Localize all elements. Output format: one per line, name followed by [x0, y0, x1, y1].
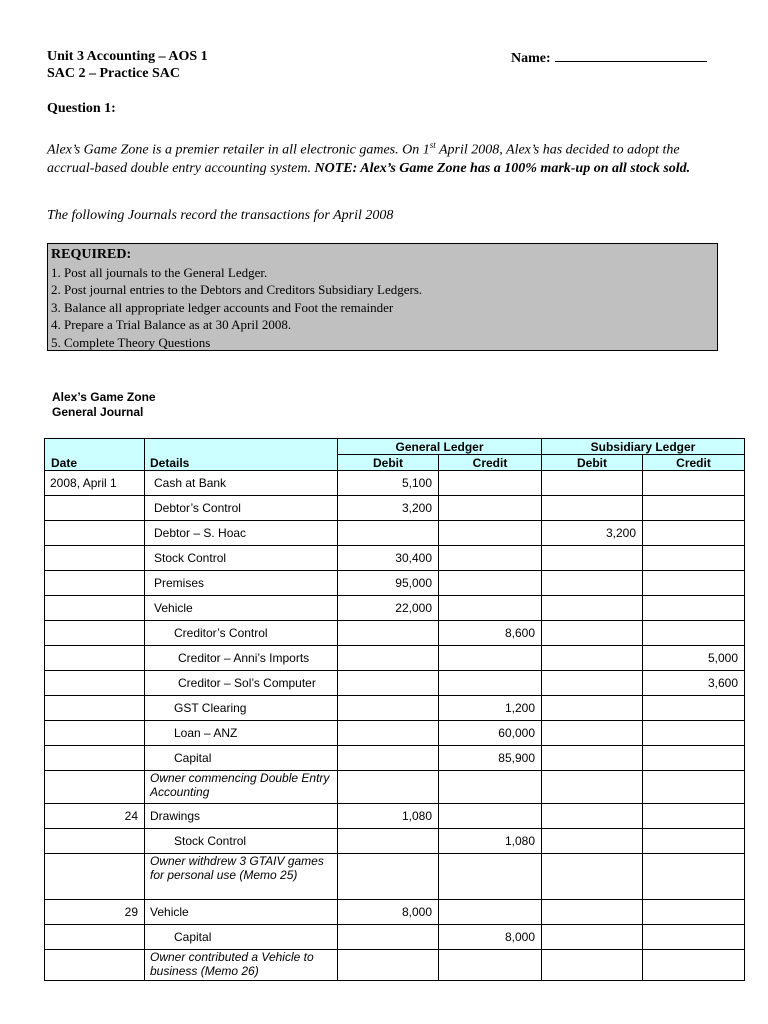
gl-credit-cell: 1,200	[439, 696, 542, 721]
table-row	[45, 496, 745, 521]
table-row	[45, 471, 745, 496]
intro-note: NOTE: Alex’s Game Zone has a 100% mark-up on all stock sold.	[314, 160, 691, 176]
gl-debit-cell	[338, 646, 439, 671]
details-cell: Cash at Bank	[145, 471, 338, 496]
table-row	[45, 596, 745, 621]
table-row	[45, 746, 745, 771]
date-cell	[45, 646, 145, 671]
sl-debit-cell	[542, 721, 643, 746]
sl-debit-cell	[542, 496, 643, 521]
sl-credit-cell	[643, 950, 745, 981]
document-header	[47, 48, 208, 82]
gl-credit-cell	[439, 854, 542, 900]
following-text: The following Journals record the transactions for April 2008	[47, 208, 394, 223]
gl-credit-cell	[439, 596, 542, 621]
gl-credit-cell	[439, 496, 542, 521]
table-row	[45, 829, 745, 854]
date-cell: 24	[45, 804, 145, 829]
date-cell	[45, 746, 145, 771]
sl-debit-cell	[542, 571, 643, 596]
narration-cell: Owner withdrew 3 GTAIV games for personal use (Memo 25)	[145, 854, 338, 900]
gl-debit-cell: 1,080	[338, 804, 439, 829]
date-cell	[45, 521, 145, 546]
gl-debit-cell	[338, 950, 439, 981]
sl-debit-cell	[542, 596, 643, 621]
details-cell: Vehicle	[145, 596, 338, 621]
sl-debit-cell	[542, 671, 643, 696]
gl-credit-cell: 60,000	[439, 721, 542, 746]
gl-debit-cell: 3,200	[338, 496, 439, 521]
gl-debit-cell: 22,000	[338, 596, 439, 621]
sl-credit-cell	[643, 721, 745, 746]
required-item: 3. Balance all appropriate ledger accounts and Foot the remainder	[51, 299, 394, 315]
gl-credit-cell: 8,600	[439, 621, 542, 646]
sl-debit-cell	[542, 771, 643, 804]
date-cell	[45, 829, 145, 854]
gl-credit-cell	[439, 671, 542, 696]
required-item: 1. Post all journals to the General Ledger.	[51, 264, 268, 280]
sl-credit-cell: 5,000	[643, 646, 745, 671]
subsidiary-ledger-header: Subsidiary Ledger	[542, 439, 745, 455]
date-cell	[45, 621, 145, 646]
details-cell: Creditor – Sol’s Computer	[145, 671, 338, 696]
journal-title: General Journal	[52, 405, 144, 419]
sl-debit-cell	[542, 546, 643, 571]
gl-debit-cell	[338, 671, 439, 696]
intro-paragraph	[47, 136, 727, 178]
date-cell	[45, 721, 145, 746]
sl-credit-cell	[643, 925, 745, 950]
gl-credit-cell: 1,080	[439, 829, 542, 854]
sl-debit-cell	[542, 621, 643, 646]
required-item: 5. Complete Theory Questions	[51, 334, 211, 350]
narration-cell: Owner commencing Double Entry Accounting	[145, 771, 338, 804]
gl-debit-cell	[338, 521, 439, 546]
gl-credit-cell	[439, 471, 542, 496]
journal-heading	[52, 390, 156, 420]
sl-credit-header: Credit	[643, 455, 745, 471]
details-cell: Stock Control	[145, 546, 338, 571]
table-row	[45, 950, 745, 981]
table-row	[45, 900, 745, 925]
general-journal-table	[44, 438, 745, 981]
gl-debit-cell	[338, 829, 439, 854]
details-header: Details	[145, 439, 338, 471]
table-row	[45, 804, 745, 829]
date-cell	[45, 671, 145, 696]
gl-credit-cell	[439, 571, 542, 596]
sl-credit-cell	[643, 471, 745, 496]
date-cell	[45, 596, 145, 621]
gl-debit-cell	[338, 925, 439, 950]
table-row	[45, 925, 745, 950]
gl-debit-cell	[338, 696, 439, 721]
gl-credit-header: Credit	[439, 455, 542, 471]
gl-debit-header: Debit	[338, 455, 439, 471]
sl-credit-cell	[643, 571, 745, 596]
details-cell: Creditor’s Control	[145, 621, 338, 646]
date-cell	[45, 546, 145, 571]
date-header: Date	[45, 439, 145, 471]
details-cell: Debtor – S. Hoac	[145, 521, 338, 546]
sl-debit-cell	[542, 829, 643, 854]
table-row	[45, 571, 745, 596]
sac-title: SAC 2 – Practice SAC	[47, 66, 180, 81]
intro-text-1: Alex’s Game Zone is a premier retailer in all electronic games. On 1	[47, 142, 430, 158]
details-cell: Drawings	[145, 804, 338, 829]
gl-debit-cell: 30,400	[338, 546, 439, 571]
gl-debit-cell	[338, 721, 439, 746]
date-cell: 2008, April 1	[45, 471, 145, 496]
gl-credit-cell	[439, 950, 542, 981]
sl-debit-cell	[542, 950, 643, 981]
sl-credit-cell	[643, 771, 745, 804]
details-cell: GST Clearing	[145, 696, 338, 721]
table-row	[45, 521, 745, 546]
gl-debit-cell	[338, 621, 439, 646]
general-ledger-header: General Ledger	[338, 439, 542, 455]
gl-credit-cell: 85,900	[439, 746, 542, 771]
gl-credit-cell	[439, 521, 542, 546]
details-cell: Vehicle	[145, 900, 338, 925]
gl-credit-cell	[439, 771, 542, 804]
table-row	[45, 671, 745, 696]
table-row	[45, 696, 745, 721]
details-cell: Capital	[145, 746, 338, 771]
sl-debit-cell	[542, 746, 643, 771]
date-cell	[45, 854, 145, 900]
sl-credit-cell	[643, 804, 745, 829]
table-row	[45, 621, 745, 646]
sl-credit-cell	[643, 854, 745, 900]
table-row	[45, 546, 745, 571]
details-cell: Premises	[145, 571, 338, 596]
gl-debit-cell: 95,000	[338, 571, 439, 596]
required-item: 4. Prepare a Trial Balance as at 30 April 2008.	[51, 317, 292, 333]
table-row	[45, 854, 745, 900]
table-row	[45, 646, 745, 671]
sl-debit-cell	[542, 925, 643, 950]
sl-credit-cell	[643, 746, 745, 771]
gl-debit-cell: 8,000	[338, 900, 439, 925]
sl-credit-cell	[643, 621, 745, 646]
sl-debit-cell	[542, 471, 643, 496]
question-heading: Question 1:	[47, 101, 116, 116]
narration-cell: Owner contributed a Vehicle to business (Memo 26)	[145, 950, 338, 981]
sl-credit-cell	[643, 521, 745, 546]
gl-debit-cell	[338, 746, 439, 771]
sl-credit-cell	[643, 900, 745, 925]
name-field	[511, 48, 707, 67]
table-row	[45, 771, 745, 804]
sl-debit-cell	[542, 854, 643, 900]
intro-superscript: st	[429, 140, 436, 150]
sl-credit-cell	[643, 596, 745, 621]
gl-debit-cell	[338, 854, 439, 900]
date-cell	[45, 696, 145, 721]
sl-credit-cell: 3,600	[643, 671, 745, 696]
details-cell: Loan – ANZ	[145, 721, 338, 746]
gl-credit-cell: 8,000	[439, 925, 542, 950]
details-cell: Stock Control	[145, 829, 338, 854]
sl-debit-cell	[542, 804, 643, 829]
date-cell	[45, 496, 145, 521]
date-cell	[45, 571, 145, 596]
sl-credit-cell	[643, 496, 745, 521]
gl-debit-cell	[338, 771, 439, 804]
date-cell	[45, 925, 145, 950]
business-name: Alex’s Game Zone	[52, 390, 156, 404]
sl-credit-cell	[643, 546, 745, 571]
name-label: Name:	[511, 51, 551, 66]
table-row	[45, 721, 745, 746]
sl-debit-cell	[542, 900, 643, 925]
sl-debit-cell: 3,200	[542, 521, 643, 546]
required-box	[47, 243, 718, 351]
sl-debit-header: Debit	[542, 455, 643, 471]
sl-debit-cell	[542, 696, 643, 721]
required-title: REQUIRED:	[51, 247, 132, 262]
gl-credit-cell	[439, 804, 542, 829]
sl-credit-cell	[643, 696, 745, 721]
gl-debit-cell: 5,100	[338, 471, 439, 496]
date-cell	[45, 771, 145, 804]
date-cell	[45, 950, 145, 981]
unit-title: Unit 3 Accounting – AOS 1	[47, 49, 208, 64]
details-cell: Capital	[145, 925, 338, 950]
sl-credit-cell	[643, 829, 745, 854]
details-cell: Creditor – Anni’s Imports	[145, 646, 338, 671]
intro-text-2: April 2008, Alex’s has decided to adopt the accrual-based double entry accounting system.	[47, 142, 680, 176]
details-cell: Debtor’s Control	[145, 496, 338, 521]
name-blank-line	[555, 48, 707, 62]
date-cell: 29	[45, 900, 145, 925]
sl-debit-cell	[542, 646, 643, 671]
gl-credit-cell	[439, 646, 542, 671]
gl-credit-cell	[439, 900, 542, 925]
gl-credit-cell	[439, 546, 542, 571]
required-item: 2. Post journal entries to the Debtors and Creditors Subsidiary Ledgers.	[51, 282, 423, 298]
